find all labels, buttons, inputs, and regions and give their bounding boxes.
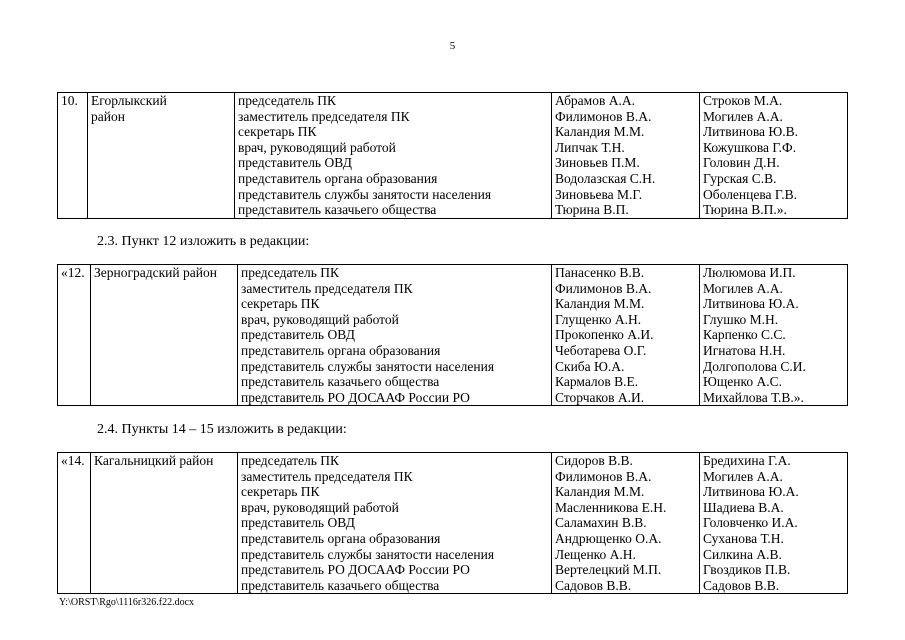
cell-line: Андрющенко О.А. (555, 530, 662, 546)
row-number: «12. (58, 265, 91, 406)
table-row (58, 453, 848, 594)
cell-line: Панасенко В.В. (555, 265, 645, 280)
cell-line: секретарь ПК (241, 484, 320, 500)
commission-table-12 (57, 264, 848, 406)
cell-line: секретарь ПК (241, 296, 320, 312)
district-name: Кагальницкий район (91, 453, 238, 594)
cell-line: Филимонов В.А. (555, 108, 652, 124)
cell-line: Каландия М.М. (555, 296, 645, 312)
cell-line: представитель ОВД (238, 155, 352, 171)
cell-line: Михайлова Т.В.». (703, 389, 804, 405)
cell-line: заместитель председателя ПК (241, 468, 413, 484)
cell-line: заместитель председателя ПК (241, 280, 413, 296)
cell-line: Могилев А.А. (703, 280, 783, 296)
cell-line: Игнатова Н.Н. (703, 342, 786, 358)
cell-line: Люлюмова И.П. (703, 265, 796, 280)
cell-line: Липчак Т.Н. (555, 139, 625, 155)
cell-line: Абрамов А.А. (555, 93, 635, 108)
cell-line: врач, руководящий работой (241, 499, 399, 515)
cell-line: председатель ПК (238, 93, 337, 108)
deputies-column (700, 265, 848, 406)
cell-line: представитель службы занятости населения (241, 546, 495, 562)
cell-line: председатель ПК (241, 453, 340, 468)
cell-line: Каландия М.М. (555, 124, 645, 140)
cell-line: секретарь ПК (238, 124, 317, 140)
table-row (58, 93, 848, 219)
cell-line: Сторчаков А.И. (555, 389, 645, 405)
cell-line: Шадиева В.А. (703, 499, 784, 515)
cell-line: представитель органа образования (238, 170, 438, 186)
commission-table-10 (57, 92, 848, 219)
cell-line: Могилев А.А. (703, 108, 783, 124)
page-number: 5 (449, 40, 456, 52)
cell-line: Силкина А.В. (703, 546, 782, 562)
cell-line: представитель казачьего общества (241, 577, 440, 593)
district-name: Зерноградский район (91, 265, 238, 406)
district-name: Егорлыкский район (88, 93, 235, 219)
deputies-column (700, 453, 848, 594)
cell-line: Головин Д.Н. (703, 155, 780, 171)
cell-line: врач, руководящий работой (241, 311, 399, 327)
section-heading-2-3: 2.3. Пункт 12 изложить в редакции: (97, 234, 310, 249)
cell-line: Прокопенко А.И. (555, 327, 654, 343)
row-number: 10. (58, 93, 88, 219)
row-number: «14. (58, 453, 91, 594)
cell-line: представитель органа образования (241, 342, 441, 358)
file-path-footer: Y:\ORST\Rgo\1116r326.f22.docx (59, 597, 195, 608)
cell-line: Зиновьева М.Г. (555, 186, 643, 202)
cell-line: Головченко И.А. (703, 515, 798, 531)
cell-line: Литвинова Ю.В. (703, 124, 799, 140)
members-column (552, 265, 700, 406)
cell-line: Тюрина В.П. (555, 202, 629, 218)
cell-line: Глушко М.Н. (703, 311, 779, 327)
cell-line: представитель службы занятости населения (238, 186, 492, 202)
cell-line: Кожушкова Г.Ф. (703, 139, 797, 155)
cell-line: врач, руководящий работой (238, 139, 396, 155)
cell-line: Оболенцева Г.В. (703, 186, 797, 202)
cell-line: Кармалов В.Е. (555, 374, 639, 390)
cell-line: Глущенко А.Н. (555, 311, 642, 327)
cell-line: представитель РО ДОСААФ России РО (241, 562, 470, 578)
cell-line: Водолазская С.Н. (555, 170, 656, 186)
section-heading-2-4: 2.4. Пункты 14 – 15 изложить в редакции: (97, 422, 347, 437)
cell-line: Ющенко А.С. (703, 374, 782, 390)
cell-line: председатель ПК (241, 265, 340, 280)
cell-line: представитель казачьего общества (238, 202, 437, 218)
cell-line: представитель органа образования (241, 530, 441, 546)
cell-line: Масленникова Е.Н. (555, 499, 667, 515)
cell-line: Долгополова С.И. (703, 358, 806, 374)
cell-line: Садовов В.В. (703, 577, 780, 593)
cell-line: Литвинова Ю.А. (703, 296, 799, 312)
cell-line: Садовов В.В. (555, 577, 632, 593)
cell-line: Зиновьев П.М. (555, 155, 640, 171)
cell-line: Филимонов В.А. (555, 468, 652, 484)
roles-column (238, 453, 552, 594)
cell-line: Сидоров В.В. (555, 453, 633, 468)
roles-column (238, 265, 552, 406)
roles-column (235, 93, 552, 219)
cell-line: Скиба Ю.А. (555, 358, 625, 374)
cell-line: Строков М.А. (703, 93, 783, 108)
cell-line: Гурская С.В. (703, 170, 777, 186)
cell-line: Суханова Т.Н. (703, 530, 784, 546)
cell-line: представитель службы занятости населения (241, 358, 495, 374)
cell-line: представитель РО ДОСААФ России РО (241, 389, 470, 405)
cell-line: Гвоздиков П.В. (703, 562, 791, 578)
deputies-column (700, 93, 848, 219)
cell-line: Литвинова Ю.А. (703, 484, 799, 500)
cell-line: представитель ОВД (241, 515, 355, 531)
cell-line: заместитель председателя ПК (238, 108, 410, 124)
cell-line: Карпенко С.С. (703, 327, 786, 343)
members-column (552, 453, 700, 594)
cell-line: Филимонов В.А. (555, 280, 652, 296)
cell-line: Тюрина В.П.». (703, 202, 787, 218)
cell-line: Каландия М.М. (555, 484, 645, 500)
members-column (552, 93, 700, 219)
cell-line: Могилев А.А. (703, 468, 783, 484)
cell-line: представитель ОВД (241, 327, 355, 343)
commission-table-14 (57, 452, 848, 594)
cell-line: Бредихина Г.А. (703, 453, 791, 468)
cell-line: Лещенко А.Н. (555, 546, 636, 562)
table-row (58, 265, 848, 406)
cell-line: Чеботарева О.Г. (555, 342, 647, 358)
cell-line: представитель казачьего общества (241, 374, 440, 390)
cell-line: Вертелецкий М.П. (555, 562, 662, 578)
cell-line: Саламахин В.В. (555, 515, 647, 531)
